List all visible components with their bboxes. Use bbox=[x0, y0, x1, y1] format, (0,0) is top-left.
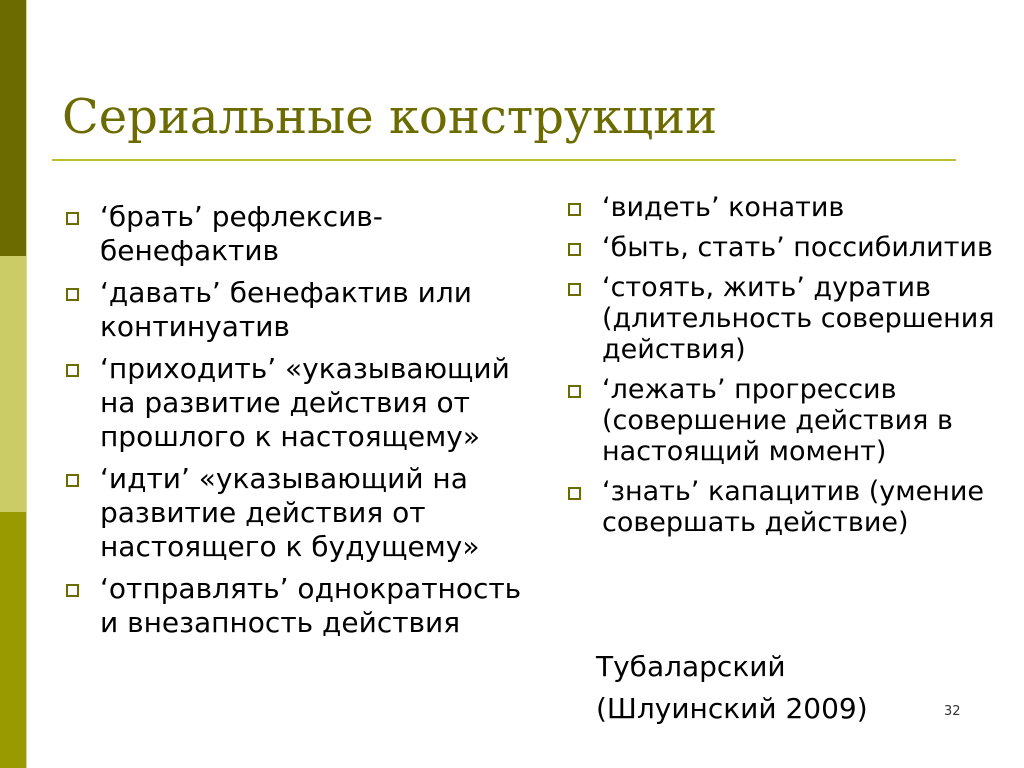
square-bullet-icon bbox=[66, 474, 79, 487]
list-item-text: ‘приходить’ «указывающий на развитие действия от прошлого к настоящему» bbox=[100, 352, 510, 453]
list-item bbox=[62, 462, 542, 564]
list-item bbox=[62, 200, 542, 268]
list-item-text: ‘давать’ бенефактив или континуатив bbox=[100, 276, 472, 343]
right-bullet-list bbox=[564, 192, 1024, 547]
list-item-text: ‘идти’ «указывающий на развитие действия от настоящего к будущему» bbox=[100, 462, 480, 563]
square-bullet-icon bbox=[568, 385, 581, 398]
side-band-top bbox=[0, 0, 26, 256]
square-bullet-icon bbox=[568, 283, 581, 296]
list-item-text: ‘отправлять’ однократность и внезапность действия bbox=[100, 572, 522, 639]
page-number: 32 bbox=[944, 704, 961, 719]
list-item-text: ‘видеть’ конатив bbox=[602, 192, 845, 223]
square-bullet-icon bbox=[568, 487, 581, 500]
list-item bbox=[62, 572, 542, 640]
square-bullet-icon bbox=[66, 212, 79, 225]
source-citation: (Шлуинский 2009) bbox=[596, 692, 868, 725]
side-band-middle bbox=[0, 256, 26, 512]
list-item bbox=[564, 476, 1024, 538]
list-item bbox=[62, 276, 542, 344]
square-bullet-icon bbox=[568, 203, 581, 216]
slide-title: Сериальные конструкции bbox=[62, 89, 718, 145]
source-language: Тубаларский bbox=[596, 650, 786, 683]
square-bullet-icon bbox=[66, 288, 79, 301]
side-band-bottom bbox=[0, 512, 26, 768]
left-bullet-list bbox=[62, 200, 542, 648]
list-item-text: ‘брать’ рефлексив-бенефактив bbox=[100, 200, 383, 267]
list-item-text: ‘быть, стать’ поссибилитив bbox=[602, 232, 993, 263]
square-bullet-icon bbox=[66, 364, 79, 377]
side-divider bbox=[26, 0, 27, 768]
list-item bbox=[564, 374, 1024, 467]
list-item-text: ‘лежать’ прогрессив (совершение действия в настоящий момент) bbox=[602, 374, 953, 467]
list-item-text: ‘стоять, жить’ дуратив (длительность совершения действия) bbox=[602, 272, 995, 365]
list-item-text: ‘знать’ капацитив (умение совершать действие) bbox=[602, 476, 984, 538]
source-note bbox=[596, 646, 868, 730]
square-bullet-icon bbox=[568, 243, 581, 256]
title-underline bbox=[52, 159, 956, 161]
list-item bbox=[62, 352, 542, 454]
list-item bbox=[564, 272, 1024, 365]
square-bullet-icon bbox=[66, 584, 79, 597]
list-item bbox=[564, 232, 1024, 263]
list-item bbox=[564, 192, 1024, 223]
